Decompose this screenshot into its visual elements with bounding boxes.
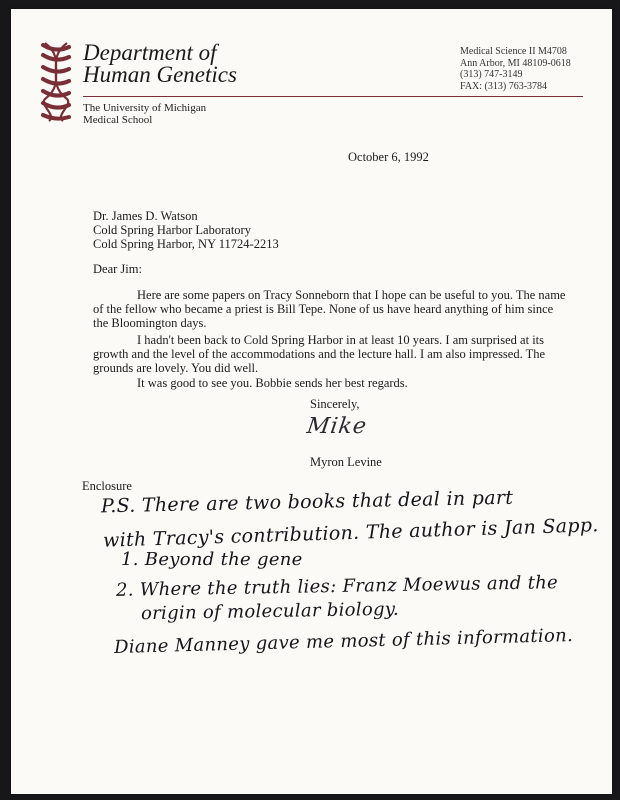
university-name (83, 102, 206, 126)
department-address (460, 46, 571, 92)
university-line: Medical School (83, 114, 153, 126)
address-line: (313) 747-3149 (460, 69, 523, 80)
department-line: Department of (83, 40, 217, 65)
recipient-address (93, 209, 279, 251)
postscript-line: with Tracy's contribution. The author is Jan Sapp. (102, 514, 599, 552)
university-line: The University of Michigan (83, 102, 207, 114)
signer-name: Myron Levine (310, 455, 382, 469)
body-paragraph: Here are some papers on Tracy Sonneborn that I hope can be useful to you. The name of the fellow who became a priest is Bill Tepe. None of us have heard anything of him since the Bloomington days. (93, 288, 566, 330)
department-line: Human Genetics (83, 62, 237, 87)
handwritten-signature: Mike (305, 414, 369, 439)
recipient-line: Cold Spring Harbor Laboratory (93, 223, 251, 237)
postscript-line: 1. Beyond the gene (121, 549, 303, 570)
postscript-line: origin of molecular biology. (140, 598, 400, 625)
recipient-line: Cold Spring Harbor, NY 11724-2213 (93, 237, 279, 251)
recipient-line: Dr. James D. Watson (93, 209, 198, 223)
closing: Sincerely, (310, 397, 360, 411)
letter-page (11, 9, 612, 794)
header-divider (83, 96, 583, 97)
enclosure-note: Enclosure (82, 479, 132, 493)
postscript-line: P.S. There are two books that deal in part (100, 486, 514, 518)
salutation: Dear Jim: (93, 262, 142, 276)
address-line: FAX: (313) 763-3784 (460, 80, 548, 92)
body-paragraph: It was good to see you. Bobbie sends her best regards. (137, 376, 408, 390)
letter-date: October 6, 1992 (348, 150, 429, 164)
postscript-line: 2. Where the truth lies: Franz Moewus and the (115, 572, 559, 601)
address-line: Medical Science II M4708 (460, 46, 567, 57)
body-paragraph: I hadn't been back to Cold Spring Harbor in at least 10 years. I am surprised at its growth and the level of the accommodations and the lecture hall. I am also impressed. The grounds are lovely. You did well. (93, 333, 546, 375)
address-line: Ann Arbor, MI 48109-0618 (460, 57, 571, 69)
postscript-line: Diane Manney gave me most of this information. (113, 624, 574, 659)
department-name (83, 42, 237, 86)
dna-helix-icon (39, 41, 73, 123)
